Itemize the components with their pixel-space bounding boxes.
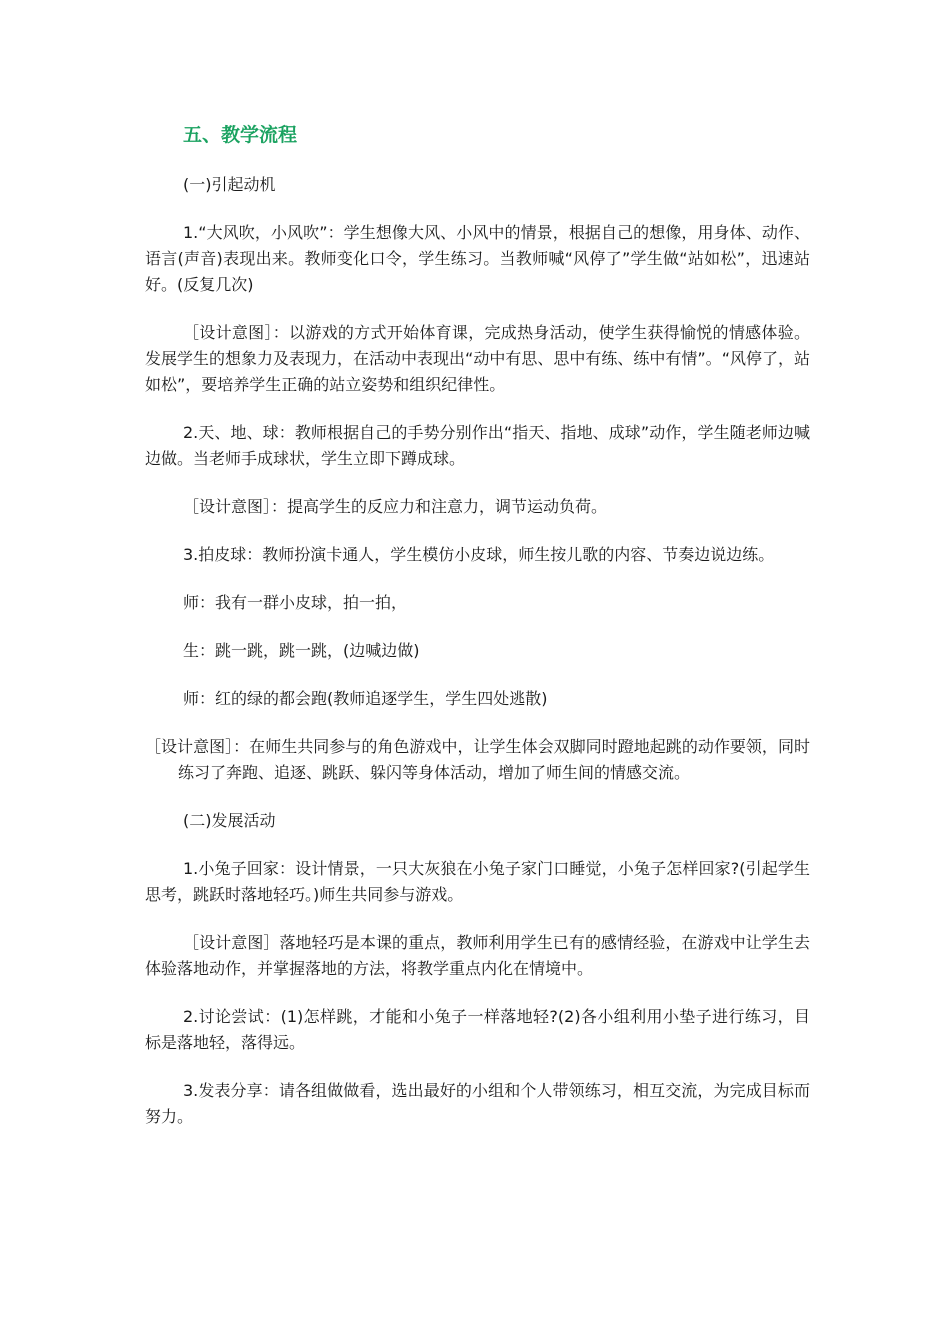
paragraph-1: 1.“大风吹，小风吹”：学生想像大风、小风中的情景，根据自己的想像，用身体、动作、语言(声音)表现出来。教师变化口令，学生练习。当教师喊“风停了”学生做“站如松”，迅速站好。(反复几次) — [145, 223, 810, 294]
subsection-title-1: (一)引起动机 — [183, 175, 276, 194]
dialog-line-2: 生：跳一跳，跳一跳，(边喊边做) — [183, 641, 420, 660]
paragraph-3: 2.天、地、球：教师根据自己的手势分别作出“指天、指地、成球”动作，学生随老师边喊边做。当老师手成球状，学生立即下蹲成球。 — [145, 423, 810, 468]
paragraph-4: ［设计意图］：提高学生的反应力和注意力，调节运动负荷。 — [183, 497, 608, 516]
paragraph-11: ［设计意图］落地轻巧是本课的重点，教师利用学生已有的感情经验，在游戏中让学生去体验落地动作，并掌握落地的方法，将教学重点内化在情境中。 — [145, 933, 810, 978]
section-heading: 五、教学流程 — [183, 124, 298, 146]
paragraph-2: ［设计意图］：以游戏的方式开始体育课，完成热身活动，使学生获得愉悦的情感体验。发展学生的想象力及表现力，在活动中表现出“动中有思、思中有练、练中有情”。“风停了，站如松”，要培养学生正确的站立姿势和组织纪律性。 — [145, 323, 810, 394]
paragraph-12: 2.讨论尝试：(1)怎样跳，才能和小兔子一样落地轻?(2)各小组利用小垫子进行练习，目标是落地轻，落得远。 — [145, 1007, 810, 1052]
subsection-title-2: (二)发展活动 — [183, 811, 276, 830]
dialog-line-3: 师：红的绿的都会跑(教师追逐学生，学生四处逃散) — [183, 689, 548, 708]
paragraph-10: 1.小兔子回家：设计情景，一只大灰狼在小兔子家门口睡觉，小兔子怎样回家?(引起学生思考，跳跃时落地轻巧。)师生共同参与游戏。 — [145, 859, 810, 904]
dialog-line-1: 师：我有一群小皮球，拍一拍， — [183, 593, 408, 612]
paragraph-design-intent: ［设计意图］：在师生共同参与的角色游戏中，让学生体会双脚同时蹬地起跳的动作要领，同时练习了奔跑、追逐、跳跃、躲闪等身体活动，增加了师生间的情感交流。 — [145, 737, 810, 782]
paragraph-13: 3.发表分享：请各组做做看，选出最好的小组和个人带领练习，相互交流，为完成目标而努力。 — [145, 1081, 810, 1126]
document-body — [145, 120, 810, 1152]
paragraph-5: 3.拍皮球：教师扮演卡通人，学生模仿小皮球，师生按儿歌的内容、节奏边说边练。 — [183, 545, 775, 564]
